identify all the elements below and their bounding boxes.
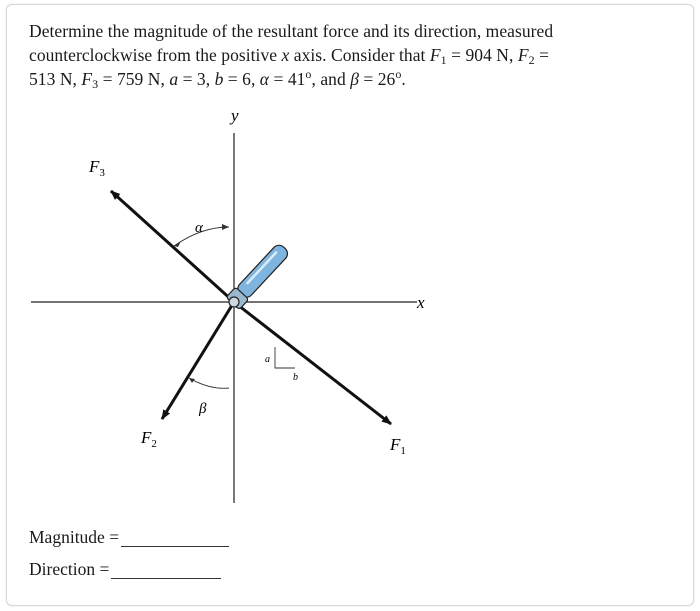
f2-label: $F_2$ (141, 428, 157, 450)
f2-arrow (162, 302, 234, 419)
direction-row (29, 553, 229, 585)
problem-line-3: 513 N, $F_3 = 759$ N, a = 3, b = 6, $\alpha = 41^o$, and $\beta = 26^o$. (29, 67, 406, 91)
answers-section (29, 521, 229, 585)
beta-label: β (199, 401, 207, 417)
slope-b-label: b (293, 372, 298, 383)
alpha-arc-arrow-left (174, 241, 181, 247)
f1-label: $F_1$ (390, 435, 406, 457)
beta-arc (189, 378, 229, 388)
alpha-label: α (195, 220, 203, 236)
slope-triangle (275, 347, 295, 368)
y-axis-label: y (231, 106, 239, 125)
x-axis-label: x (417, 293, 425, 312)
problem-card (6, 4, 694, 606)
f3-arrow (111, 191, 234, 302)
direction-label: Direction = (29, 559, 110, 579)
force-diagram (7, 5, 693, 605)
slope-a-label: a (265, 354, 270, 365)
magnitude-row (29, 521, 229, 553)
f3-label: $F_3$ (89, 157, 105, 179)
f1-arrow (234, 302, 391, 424)
problem-line-1: Determine the magnitude of the resultant force and its direction, measured (29, 21, 554, 41)
magnitude-answer-blank[interactable] (121, 526, 229, 547)
magnitude-label: Magnitude = (29, 527, 120, 547)
direction-answer-blank[interactable] (111, 558, 221, 579)
alpha-arc-arrow-right (222, 224, 229, 230)
origin-pin (229, 297, 239, 307)
problem-line-2: counterclockwise from the positive x axis. Consider that $F_1 = 904$ N, $F_2$ = (29, 45, 550, 67)
